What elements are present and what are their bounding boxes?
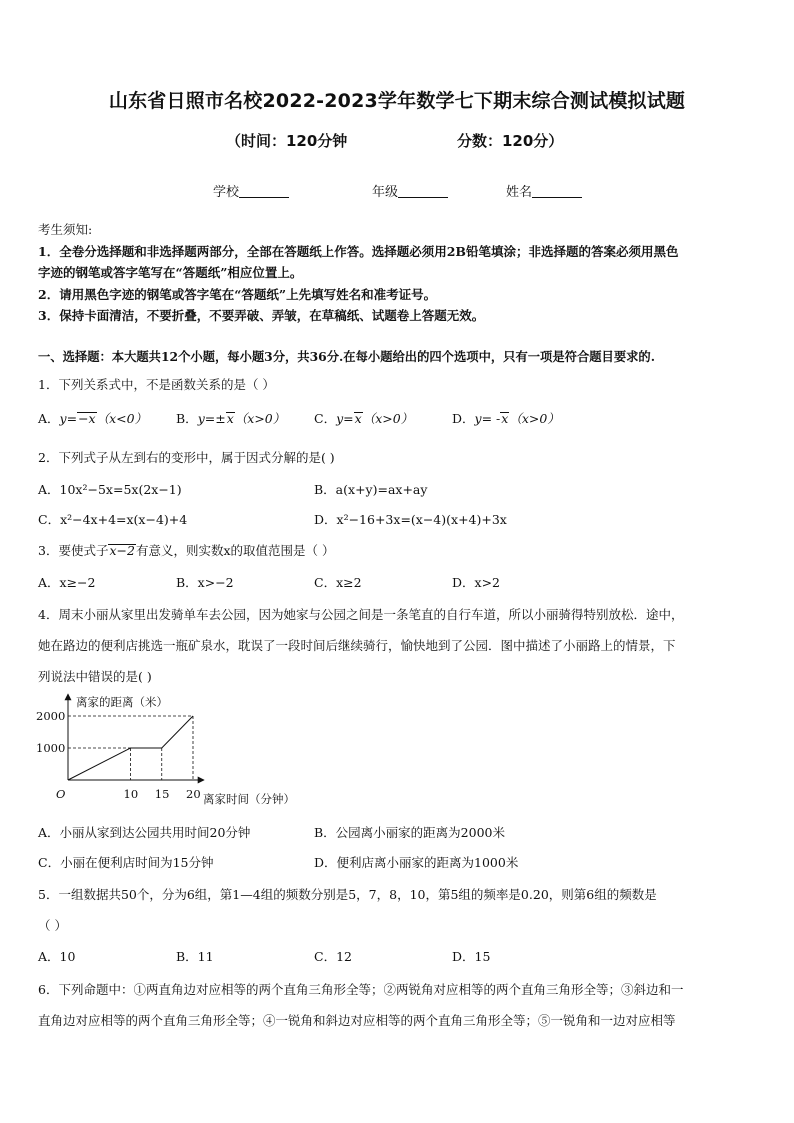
notice-item: 2．请用黑色字迹的钢笔或答字笔在“答题纸”上先填写姓名和准考证号。 — [38, 287, 437, 302]
y-tick-label: 2000 — [36, 709, 66, 723]
q4-line: 她在路边的便利店挑选一瓶矿泉水，耽误了一段时间后继续骑行，愉快地到了公园．图中描述了小丽路上的情景，下 — [38, 638, 676, 653]
q5-option-c: C．12 — [314, 949, 352, 964]
q3-option-c: C．x≥2 — [314, 575, 362, 590]
exam-score: 分数：120分） — [457, 132, 564, 150]
exam-time: （时间：120分钟 — [226, 132, 348, 150]
x-tick-label: 15 — [154, 787, 170, 801]
y-axis-label: 离家的距离（米） — [76, 695, 168, 709]
q1-stem: 1．下列关系式中，不是函数关系的是（ ） — [38, 377, 275, 392]
q1-option-d: D．y= -x（x>0） — [452, 411, 560, 426]
q1-option-a: A．y=−x（x<0） — [38, 411, 148, 426]
q5-option-a: A．10 — [38, 949, 76, 964]
q5-option-d: D．15 — [452, 949, 491, 964]
q4-option-a: A．小丽从家到达公园共用时间20分钟 — [38, 825, 251, 840]
notice-item: 3．保持卡面清洁，不要折叠，不要弄破、弄皱，在草稿纸、试题卷上答题无效。 — [38, 308, 485, 323]
notice-item: 字迹的钢笔或答字笔写在“答题纸”相应位置上。 — [38, 265, 303, 280]
q4-line: 列说法中错误的是( ) — [38, 669, 152, 684]
q2-stem: 2．下列式子从左到右的变形中，属于因式分解的是( ) — [38, 450, 335, 465]
section-heading: 一、选择题：本大题共12个小题，每小题3分，共36分.在每小题给出的四个选项中，只有一项是符合题目要求的. — [38, 349, 656, 364]
q3-option-d: D．x>2 — [452, 575, 500, 590]
name-field: 姓名 — [506, 181, 582, 200]
q2-option-d: D．x²−16+3x=(x−4)(x+4)+3x — [314, 512, 507, 527]
q3-option-a: A．x≥−2 — [38, 575, 96, 590]
q1-option-c: C．y=x（x>0） — [314, 411, 414, 426]
page-title: 山东省日照市名校2022-2023学年数学七下期末综合测试模拟试题 — [108, 90, 686, 112]
x-tick-label: 10 — [123, 787, 139, 801]
q5-line: 5．一组数据共50个，分为6组，第1—4组的频数分别是5，7，8，10，第5组的频率是0.20，则第6组的频数是 — [38, 887, 657, 902]
y-tick-label: 1000 — [36, 741, 66, 755]
q2-option-c: C．x²−4x+4=x(x−4)+4 — [38, 512, 188, 527]
q5-option-b: B．11 — [176, 949, 214, 964]
origin-label: O — [56, 787, 66, 801]
q4-option-b: B．公园离小丽家的距离为2000米 — [314, 825, 505, 840]
q3-stem: 3．要使式子x−2有意义，则实数x的取值范围是（ ） — [38, 543, 335, 558]
q6-line: 6．下列命题中：①两直角边对应相等的两个直角三角形全等；②两锐角对应相等的两个直角三角形全等；③斜边和一 — [38, 982, 684, 997]
grade-field: 年级 — [372, 181, 448, 200]
x-tick-label: 20 — [186, 787, 201, 801]
notice-item: 1．全卷分选择题和非选择题两部分，全部在答题纸上作答。选择题必须用2B铅笔填涂；非选择题的答案必须用黑色 — [38, 244, 679, 259]
x-axis-label: 离家时间（分钟） — [203, 792, 295, 806]
school-field: 学校 — [213, 181, 289, 200]
q3-option-b: B．x>−2 — [176, 575, 234, 590]
q2-option-b: B．a(x+y)=ax+ay — [314, 482, 428, 497]
q4-line: 4．周末小丽从家里出发骑单车去公园，因为她家与公园之间是一条笔直的自行车道，所以小丽骑得特别放松．途中， — [38, 607, 684, 622]
q5-line: （ ） — [38, 918, 67, 933]
q2-option-a: A．10x²−5x=5x(2x−1) — [38, 482, 182, 497]
q6-line: 直角边对应相等的两个直角三角形全等；④一锐角和斜边对应相等的两个直角三角形全等；⑤一锐角和一边对应相等 — [38, 1013, 676, 1028]
q4-option-c: C．小丽在便利店时间为15分钟 — [38, 855, 214, 870]
q1-option-b: B．y=±x（x>0） — [176, 411, 286, 426]
q4-option-d: D．便利店离小丽家的距离为1000米 — [314, 855, 519, 870]
distance-time-chart — [34, 688, 324, 813]
notice-heading: 考生须知: — [38, 222, 93, 237]
